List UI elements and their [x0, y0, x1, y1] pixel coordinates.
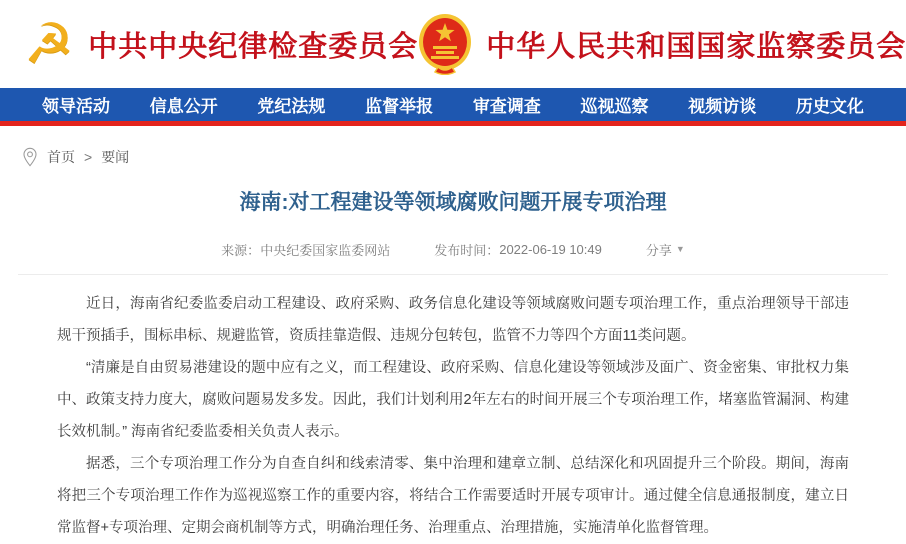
source-value: 中央纪委国家监委网站	[260, 243, 391, 259]
nav-item-info-disclosure[interactable]: 信息公开	[149, 97, 218, 116]
article-paragraph: 据悉，三个专项治理工作分为自查自纠和线索清零、集中治理和建章立制、总结深化和巩固提升三个阶段。期间，海南将把三个专项治理工作作为巡视巡察工作的重要内容，将结合工作需要适时开展专项审计。通过健全信息通报制度，建立日常监督+专项治理、定期会商机制等方式，明确治理任务、治理重点、治理措施，实施清单化监督管理。	[57, 456, 849, 537]
nav-item-video-interview[interactable]: 视频访谈	[688, 97, 757, 116]
breadcrumb-current-link[interactable]: 要闻	[101, 149, 130, 165]
org-nsc[interactable]	[418, 13, 906, 75]
breadcrumb	[0, 126, 906, 167]
article-meta	[18, 240, 888, 275]
breadcrumb-home-link[interactable]: 首页	[47, 149, 75, 165]
nav-item-inspection-tour[interactable]: 巡视巡察	[580, 97, 649, 116]
article-title: 海南:对工程建设等领域腐败问题开展专项治理	[239, 191, 667, 214]
national-emblem-icon	[418, 13, 472, 75]
nav-item-supervision-report[interactable]: 监督举报	[365, 97, 434, 116]
article-paragraph: 近日，海南省纪委监委启动工程建设、政府采购、政务信息化建设等领域腐败问题专项治理工作，重点治理领导干部违规干预插手，围标串标、规避监管，资质挂靠造假、违规分包转包，监管不力等四个方面11类问题。	[57, 296, 849, 345]
nav-item-party-discipline[interactable]: 党纪法规	[257, 97, 326, 116]
masthead	[0, 0, 906, 88]
share-button[interactable]	[646, 240, 685, 259]
nav-item-leader-activities[interactable]: 领导活动	[42, 97, 110, 116]
article-paragraph: “清廉是自由贸易港建设的题中应有之义，而工程建设、政府采购、信息化建设等领域涉及面广、资金密集、审批权力集中、政策支持力度大，腐败问题易发多发。因此，我们计划利用2年左右的时间开展三个专项治理工作，堵塞监管漏洞、构建长效机制。” 海南省纪委监委相关负责人表示。	[57, 360, 849, 441]
article-body	[0, 275, 906, 544]
location-pin-icon	[22, 147, 38, 167]
source-label: 来源：	[221, 243, 261, 259]
article-publish-time	[434, 240, 602, 259]
nav-item-history-culture[interactable]: 历史文化	[795, 97, 864, 116]
publish-time-value: 2022-06-19 10:49	[499, 242, 602, 258]
party-emblem-icon: ☭	[24, 12, 75, 75]
org-ccdi[interactable]	[24, 12, 419, 75]
article-source	[221, 240, 390, 259]
breadcrumb-separator: >	[84, 149, 93, 165]
main-nav	[0, 88, 906, 121]
share-label: 分享	[645, 243, 672, 259]
org-nsc-title: 中华人民共和国国家监察委员会	[486, 30, 906, 63]
nav-item-investigation[interactable]: 审查调查	[472, 97, 541, 116]
org-ccdi-title: 中共中央纪律检查委员会	[88, 30, 419, 63]
publish-time-label: 发布时间：	[434, 243, 500, 259]
chevron-down-icon: ▼	[675, 244, 685, 255]
